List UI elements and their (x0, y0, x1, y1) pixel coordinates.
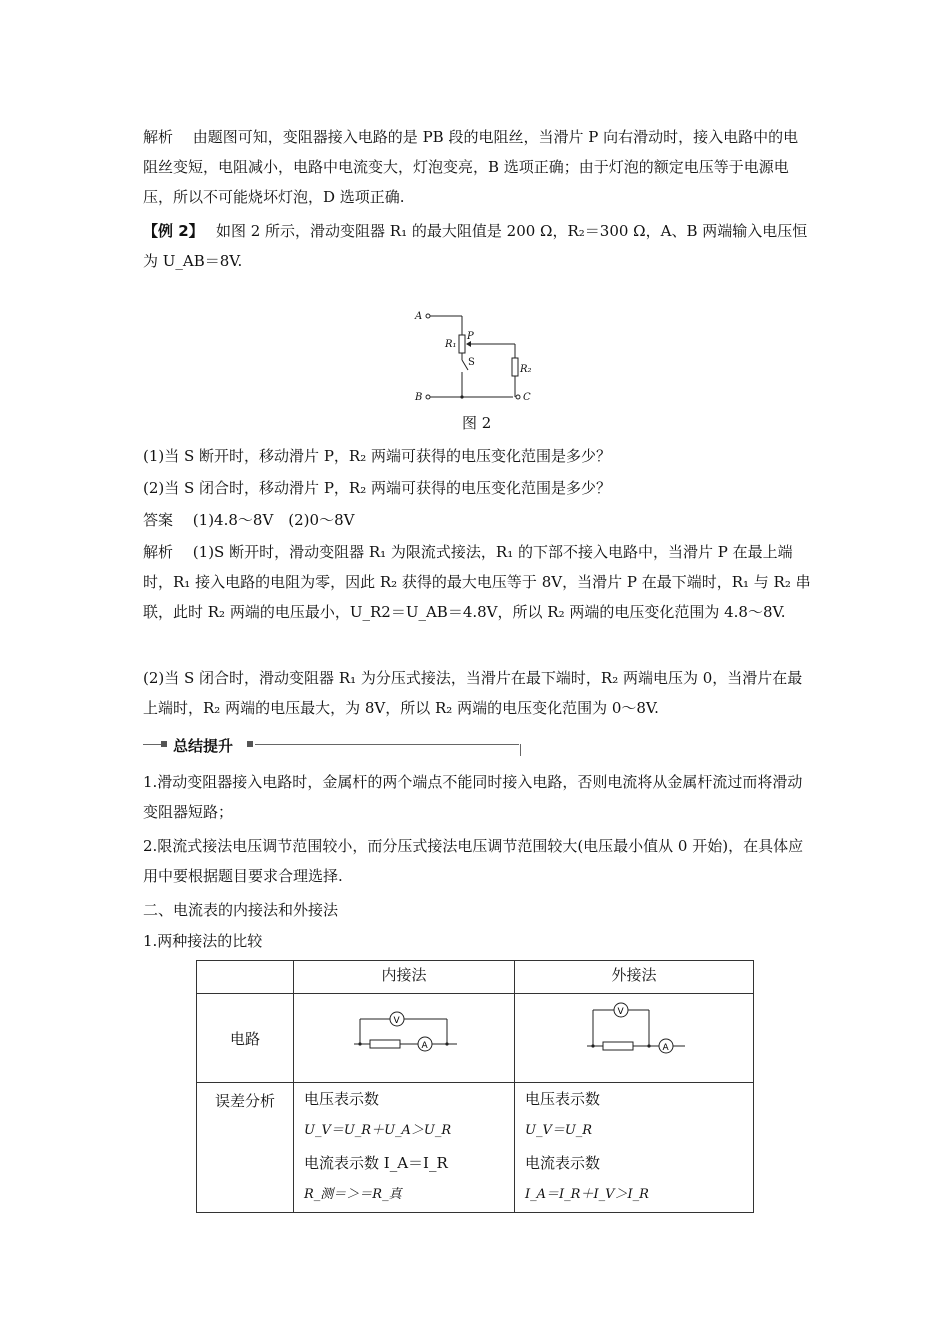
inner-a-label: A (421, 1041, 428, 1051)
question-1: (1)当 S 断开时，移动滑片 P，R₂ 两端可获得的电压变化范围是多少？ (143, 447, 611, 465)
label-c: C (523, 392, 531, 403)
analysis-label: 解析 (143, 128, 174, 146)
resistor-r1 (459, 335, 465, 353)
terminal-a (426, 314, 430, 318)
comparison-table (196, 960, 754, 1213)
example-label: 【例 2】 (143, 222, 197, 240)
answer-label: 答案 (143, 511, 174, 529)
figure-2-caption: 图 2 (462, 414, 492, 432)
outer-line-2: U_V＝U_R (525, 1123, 593, 1138)
outer-v-label: V (617, 1007, 624, 1017)
analysis-2-label: 解析 (143, 543, 174, 561)
inner-circuit-diagram (294, 994, 514, 1078)
outer-circuit-cell (515, 994, 754, 1083)
outer-circuit-diagram (515, 994, 753, 1078)
example-text: 如图 2 所示，滑动变阻器 R₁ 的最大阻值是 200 Ω，R₂＝300 Ω，A、B 两端输入电压恒为 U_AB＝8V. (143, 222, 808, 270)
summary-header (143, 735, 521, 757)
resistor-r2 (512, 358, 518, 376)
analysis-2-text-1: (1)S 断开时，滑动变阻器 R₁ 为限流式接法，R₁ 的下部不接入电路中，当滑片 P 在最上端时，R₁ 接入电路的电阻为零，因此 R₂ 获得的最大电压等于 8V，当滑片 P 在最下端时，R₁ 与 R₂ 串联，此时 R₂ 两端的电压最小，U_R2＝U_AB＝4.8V，所以 R₂ 两端的电压变化范围为 4.8～8V. (143, 543, 811, 621)
inner-line-1: 电压表示数 (304, 1090, 380, 1108)
col-inner-header: 内接法 (294, 961, 515, 994)
inner-v-label: V (393, 1016, 400, 1026)
inner-error-cell (294, 1083, 515, 1213)
table-row-error (197, 1083, 754, 1213)
row-circuit-label: 电路 (197, 994, 294, 1083)
col-outer-header: 外接法 (515, 961, 754, 994)
terminal-c (516, 395, 520, 399)
inner-circuit-cell (294, 994, 515, 1083)
label-s: S (468, 357, 475, 368)
terminal-b (426, 395, 430, 399)
answer-text: (1)4.8～8V (2)0～8V (192, 511, 355, 529)
label-r2: R₂ (520, 364, 532, 375)
inner-line-4: R_测＝＞＝R_真 (304, 1187, 402, 1202)
analysis-paragraph-3: (2)当 S 闭合时，滑动变阻器 R₁ 为分压式接法，当滑片在最下端时，R₂ 两端电压为 0，当滑片在最上端时，R₂ 两端的电压最大，为 8V，所以 R₂ 两端的电压变化范围为 0～8V. (143, 669, 803, 717)
outer-line-4: I_A＝I_R＋I_V＞I_R (525, 1187, 649, 1202)
analysis-paragraph-1 (143, 122, 811, 212)
question-2: (2)当 S 闭合时，移动滑片 P，R₂ 两端可获得的电压变化范围是多少？ (143, 479, 611, 497)
row-error-label: 误差分析 (197, 1083, 294, 1213)
section-2-heading: 二、电流表的内接法和外接法 (143, 901, 339, 919)
outer-line-1: 电压表示数 (525, 1090, 601, 1108)
label-p: P (467, 331, 474, 342)
table-corner-cell (197, 961, 294, 994)
label-r1: R₁ (445, 339, 457, 350)
analysis-text: 由题图可知，变阻器接入电路的是 PB 段的电阻丝，当滑片 P 向右滑动时，接入电路中的电阻丝变短，电阻减小，电路中电流变大，灯泡变亮，B 选项正确；由于灯泡的额定电压等于电源电压，所以不可能烧坏灯泡，D 选项正确. (143, 128, 799, 206)
outer-error-cell (515, 1083, 754, 1213)
label-a: A (415, 311, 423, 322)
inner-line-2: U_V＝U_R＋U_A＞U_R (304, 1123, 452, 1138)
example-2-paragraph (143, 216, 811, 276)
outer-a-label: A (662, 1043, 669, 1053)
outer-line-3: 电流表示数 (525, 1154, 601, 1172)
table-header-row (197, 961, 754, 994)
table-row-circuit (197, 994, 754, 1083)
analysis-paragraph-2 (143, 537, 811, 627)
summary-item-1: 1.滑动变阻器接入电路时，金属杆的两个端点不能同时接入电路，否则电流将从金属杆流过而将滑动变阻器短路； (143, 773, 803, 821)
summary-title: 总结提升 (169, 735, 237, 756)
summary-item-2: 2.限流式接法电压调节范围较小，而分压式接法电压调节范围较大(电压最小值从 0 开始)，在具体应用中要根据题目要求合理选择. (143, 837, 804, 885)
inner-line-3: 电流表示数 I_A＝I_R (304, 1154, 448, 1172)
section-2-subheading: 1.两种接法的比较 (143, 932, 263, 950)
figure-2-circuit (405, 300, 555, 410)
label-b: B (415, 392, 423, 403)
answer-line (143, 505, 811, 535)
